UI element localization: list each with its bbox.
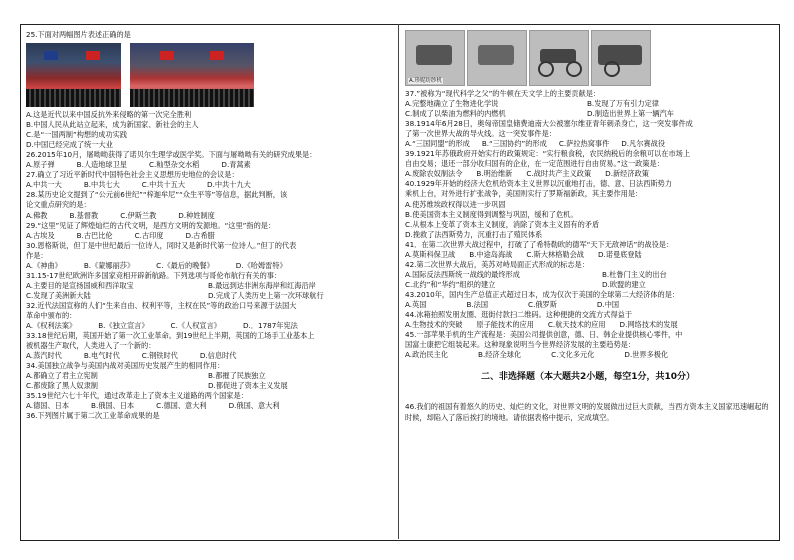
q39-option: C.战时共产主义政策 [526, 169, 592, 179]
q29-options [26, 231, 392, 241]
q35-options [26, 401, 392, 411]
q39-stem: 39.1921年苏俄政府开始实行的政策规定：“实行粮食税，农民纳税后的余粮可以在市场上 [405, 149, 691, 159]
q39-option: B.明治维新 [476, 169, 513, 179]
q34-option: A.都确立了君主立宪制 [26, 371, 98, 381]
q41-options [405, 250, 771, 260]
q43-option: B.法国 [466, 299, 489, 309]
q25-stem: 25.下面对两幅图片表述正确的是 [26, 30, 131, 39]
q30-option: D.《哈姆雷特》 [235, 260, 287, 270]
q44-option: C.航天技术的应用 [547, 320, 606, 330]
machine-shape [416, 45, 452, 65]
left-column [26, 30, 392, 422]
machine-shape [478, 45, 514, 65]
q40-stem: 40.1929年开始的经济大危机给资本主义世界以沉重地打击，德、意、日法西斯势力 [405, 179, 672, 189]
q41-option: C.斯大林格勒会战 [526, 249, 584, 259]
q45-option: C.文化多元化 [551, 350, 595, 360]
q27-option: D.中共十九大 [207, 180, 251, 190]
q41-option: A.莫斯科保卫战 [405, 249, 456, 259]
q26-option: A.原子弹 [26, 160, 55, 170]
q25-option: C.是“一国两制”构想的成功实践 [26, 130, 128, 140]
q37-option: B.发现了万有引力定律 [587, 99, 659, 109]
q31-option: A.主要目的是宣扬国威和西洋取宝 [26, 280, 134, 290]
q34-stem: 34.美国独立战争与美国内战对美国历史发展产生的相同作用： [26, 361, 225, 371]
q29-option: A.古埃及 [26, 230, 55, 240]
q33-option: C.钢铁时代 [141, 351, 178, 361]
q42-option: B.杜鲁门主义的出台 [602, 269, 667, 279]
q31-stem: 31.15-17世纪欧洲许多国家竞相开辟新航路。下列选项与哥伦布航行有关的事： [26, 270, 282, 280]
q31-option: C.发现了美洲新大陆 [26, 290, 91, 300]
q37-options-row1 [405, 99, 771, 109]
q29-option: C.古印度 [134, 230, 164, 240]
q33-option: D.信息时代 [199, 351, 237, 361]
q28-options [26, 211, 392, 221]
q46-text: 46.我们的祖国有着悠久的历史、灿烂的文化，对世界文明的发展做出过巨大贡献，当西方资本主义国家迅速崛起的时候，却陷入了落后挨打的境地。请依据表格中提示，完成填空。 [405, 402, 769, 422]
q27-option: A.中共一大 [26, 180, 62, 190]
q43-option: C.俄罗斯 [528, 299, 557, 309]
q32-option: B.《独立宣言》 [98, 321, 149, 331]
q44-option: 原子能技术的应用 [476, 320, 534, 330]
q40-option: B.使美国资本主义制度得到调整与巩固，缓和了危机。 [405, 209, 578, 219]
q39-option: A.废除农奴制法令 [405, 169, 463, 179]
q28-stem: 28.某历史论文提到了“公元前6世纪”“梓迦牟尼”“众生平等”等信息，据此判断，该 [26, 190, 288, 200]
q25-photos [26, 43, 392, 107]
q36-picture-strip [405, 30, 771, 86]
q38-option: B.“三国协约”的形成 [481, 139, 547, 149]
q42-options-row1 [405, 270, 771, 280]
locomotive-picture [591, 30, 651, 86]
crowd-silhouette [130, 89, 254, 107]
q44-option: A.生物技术的突破 [405, 320, 463, 330]
flag-left [44, 51, 58, 60]
q33-options [26, 351, 392, 361]
q34-options-row2 [26, 381, 392, 391]
q26-option: D.青蒿素 [221, 160, 251, 170]
q26-stem: 26.2015年10月，屠呦呦获得了诺贝尔生理学或医学奖。下面与屠呦呦有关的研究成果是： [26, 150, 317, 160]
q40-option: C.从根本上变革了资本主义制度，消除了资本主义固有的矛盾 [405, 219, 600, 229]
q42-options-row2 [405, 280, 771, 290]
crowd-silhouette [26, 89, 121, 107]
wheel-shape [566, 61, 582, 77]
q28-stem-cont: 论文重点研究的是： [26, 200, 91, 210]
q37-option: A.完整地确立了生物进化学说 [405, 99, 499, 109]
q27-stem: 27.确立了习近平新时代中国特色社会主义思想历史地位的会议是： [26, 170, 239, 180]
column-divider [398, 24, 399, 539]
q35-stem: 35.19世纪六七十年代，通过改革走上了资本主义道路的两个国家是： [26, 391, 248, 401]
q35-option: C.德国、意大利 [156, 401, 207, 411]
q33-stem: 33.18世纪后期，英国开始了第一次工业革命。到19世纪上半期，英国的工场手工业基本上 [26, 331, 315, 341]
q32-option: D.．1787年宪法 [242, 321, 298, 331]
q39-option: D.新经济政策 [605, 169, 649, 179]
q36-stem: 36.下列图片属于第二次工业革命成果的是 [26, 411, 160, 421]
q30-options [26, 261, 392, 271]
steam-engine-picture [467, 30, 527, 86]
q33-stem-cont: 被机器生产取代，人类进入了一个新的： [26, 341, 156, 351]
q35-option: B.俄国、日本 [91, 401, 135, 411]
q28-option: C.伊斯兰教 [120, 210, 157, 220]
q35-option: D.俄国、意大利 [228, 401, 280, 411]
q25-option: B.中国人民从此站立起来，成为新国家、新社会的主人 [26, 120, 199, 130]
q34-option: B.都摧了民族独立 [208, 371, 266, 381]
wheel-shape [538, 61, 554, 77]
q27-option: C.中共十五大 [141, 180, 186, 190]
q39-stem-cont: 自由交易；退还一部分收归国有的企业，在一定范围进行自由贸易。”这一政策是： [405, 159, 664, 169]
q28-option: D.种姓制度 [178, 210, 215, 220]
flag-right [210, 51, 224, 60]
q39-options [405, 169, 771, 179]
q44-option: D.网络技术的发展 [619, 320, 678, 330]
q43-option: A.英国 [405, 299, 427, 309]
q30-stem-cont: 作是： [26, 250, 48, 260]
q28-option: B.基督教 [69, 210, 99, 220]
q40-option: A.使苏维埃政权得以进一步巩固 [405, 199, 506, 209]
q37-stem: 37.”被称为“现代科学之父”的牛顿在天文学上的主要贡献是： [405, 89, 601, 98]
q29-option: D.古希腊 [185, 230, 215, 240]
q32-option: A.《权利法案》 [26, 321, 77, 331]
q34-option: C.都废除了黑人奴隶制 [26, 381, 98, 391]
q30-option: B.《蒙娜丽莎》 [83, 260, 135, 270]
q25-option: D.中国已经完成了统一大业 [26, 140, 113, 150]
q32-option: C.《人权宣言》 [170, 321, 221, 331]
q45-stem-cont: 国富士康把它组装起来。这种现象说明当今世界经济发展的主要趋势是： [405, 340, 636, 350]
q28-option: A.佛教 [26, 210, 48, 220]
q26-option: B.人造地球卫星 [76, 160, 127, 170]
flag-right [86, 51, 100, 60]
q43-options [405, 300, 771, 310]
q27-option: B.中共七大 [83, 180, 120, 190]
q45-option: D.世界多极化 [624, 350, 669, 360]
q32-options [26, 321, 392, 331]
q41-option: B.中途岛海战 [469, 249, 513, 259]
q26-options [26, 160, 392, 170]
q38-option: D.凡尔赛战役 [621, 139, 666, 149]
handover-ceremony-photo-2 [130, 43, 254, 107]
section-title: 二、非选择题（本大题共2小题，每空1分，共10分） [480, 372, 696, 383]
q45-option: A.政治民主化 [405, 350, 449, 360]
spinning-jenny-picture [405, 30, 465, 86]
right-column [405, 30, 771, 423]
q33-option: B.电气时代 [83, 351, 120, 361]
q44-options [405, 320, 771, 330]
q45-option: B.经济全球化 [478, 350, 522, 360]
handover-ceremony-photo-1 [26, 43, 121, 107]
q37-option: C.制成了以柴油为燃料的内燃机 [405, 109, 506, 119]
q38-stem-cont: 了第一次世界大战的导火线。这一突发事件是： [405, 129, 556, 139]
q37-option: D.制造出世界上第一辆汽车 [587, 109, 674, 119]
q38-option: C.萨拉热窝事件 [558, 139, 610, 149]
q44-stem: 44.冰箱拍照发朋友圈、逛街付款扫二维码。这种便捷的交流方式得益于 [405, 310, 633, 320]
q30-option: A.《神曲》 [26, 260, 62, 270]
q40-stem-cont: 乘机上台，对外进行扩张战争，美国则实行了罗斯福新政，其主要作用是： [405, 189, 643, 199]
q41-stem: 41．在第二次世界大战过程中，打破了了希特勒欧的德军“天下无敌神话”的战役是： [405, 239, 674, 249]
q41-option: D.诺曼底登陆 [597, 249, 642, 259]
q43-option: D.中国 [596, 299, 620, 309]
pic-caption: A.珍妮纺纱机 [409, 78, 442, 84]
q34-option: D.都促进了资本主义发展 [208, 381, 288, 391]
q42-option: D.欧盟的建立 [602, 279, 646, 289]
q43-stem: 43.2010年，国内生产总值正式超过日本，成为仅次于美国的全球第二大经济体的是： [405, 289, 680, 299]
q31-option: B.最远到达非洲东海岸和红海沿岸 [208, 280, 316, 290]
wheel-shape [604, 61, 620, 77]
q26-option: C.籼型杂交水稻 [148, 160, 200, 170]
early-automobile-picture [529, 30, 589, 86]
q33-option: A.蒸汽时代 [26, 351, 62, 361]
q30-option: C.《最后的晚餐》 [156, 260, 214, 270]
q29-stem: 29.“这里”见证了辉煌灿烂的古代文明，是西方文明的发源地。“这里”指的是： [26, 220, 276, 230]
q38-option: A.“三国同盟”的形成 [405, 139, 470, 149]
q42-option: A.国际反法西斯统一战线的最终形成 [405, 269, 520, 279]
q40-option: D.挽救了法西斯势力，沉重打击了殖民体系 [405, 229, 543, 239]
q30-stem: 30.恩格斯说，但丁是中世纪最后一位诗人，同时又是新时代第一位诗人。”但丁的代表 [26, 240, 297, 250]
q31-options-row2 [26, 291, 392, 301]
q25-option: A.这是近代以来中国反抗外来侵略的第一次完全胜利 [26, 110, 192, 120]
q42-option: C.北约”和“华约”组织的建立 [405, 279, 496, 289]
q31-options-row1 [26, 281, 392, 291]
q37-options-row2 [405, 109, 771, 119]
q32-stem-cont: 革命中颁布的： [26, 310, 77, 320]
q45-options [405, 350, 771, 360]
q38-options [405, 139, 771, 149]
q34-options-row1 [26, 371, 392, 381]
flag-left [160, 51, 174, 60]
q35-option: A.德国、日本 [26, 401, 70, 411]
q38-stem: 38.1914年6月28日，奥匈帝国皇储费迪南大公被塞尔维亚青年刺杀身亡，这一突发事件成 [405, 119, 693, 129]
q31-option: D.完成了人类历史上第一次环球航行 [208, 290, 324, 300]
q29-option: B.古巴比伦 [76, 230, 113, 240]
q27-options [26, 180, 392, 190]
q32-stem: 32.近代法国宣称的人们“生来自由、权利平等，主权在民”等的政治口号来源于法国大 [26, 300, 297, 310]
engine-body-shape [598, 45, 642, 65]
q45-stem: 45.一部苹果手机的生产流程是：美国公司提供创意，德、日、韩企业提供核心零件，中 [405, 330, 683, 340]
q42-stem: 42.第二次世界大战后，美苏对峙局面正式形成的标志是： [405, 259, 589, 269]
